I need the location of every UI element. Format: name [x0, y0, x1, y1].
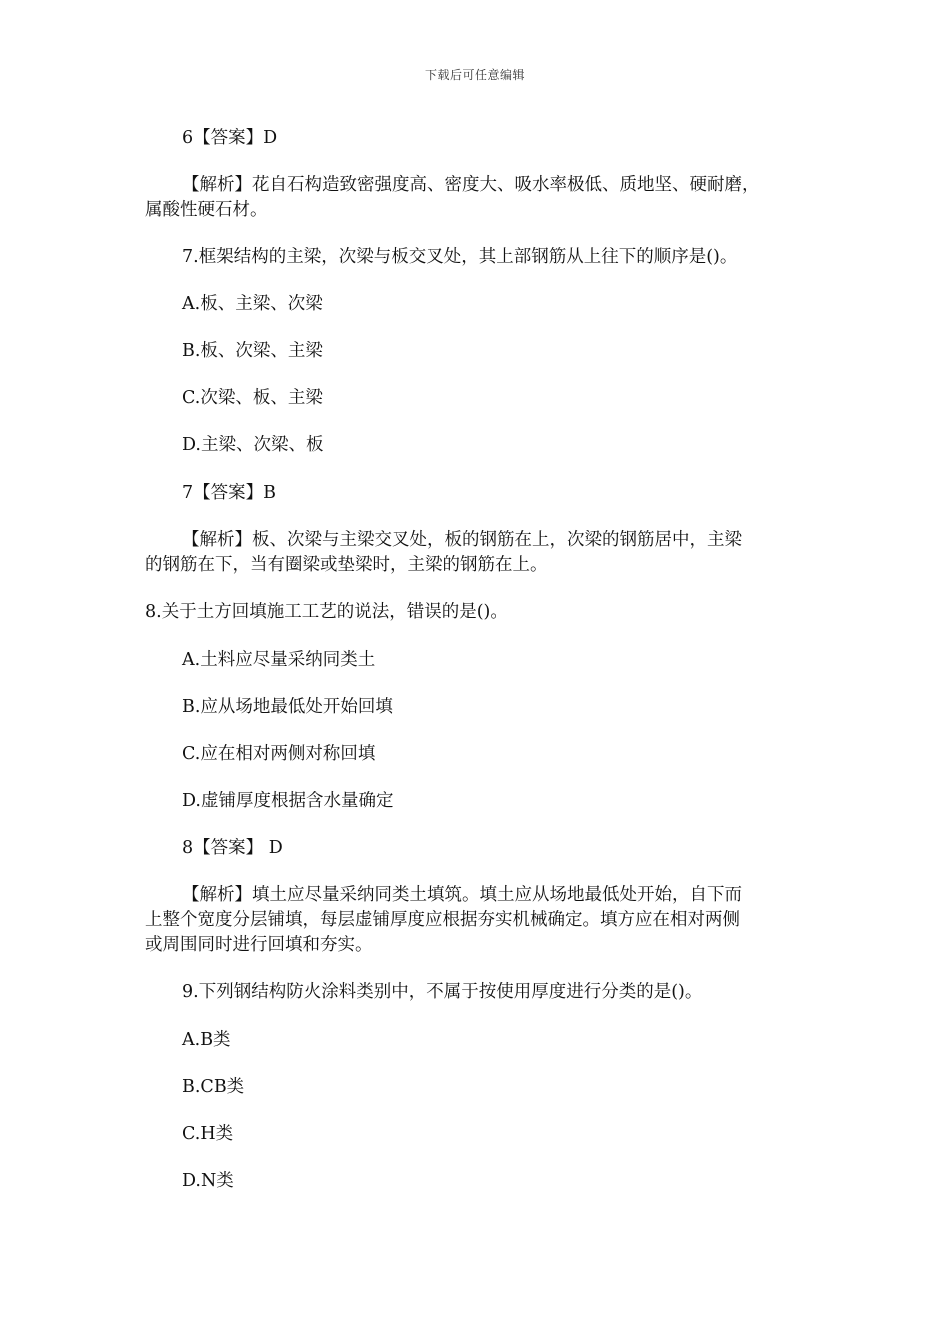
q8-option-a: A.土料应尽量采纳同类土 [182, 650, 376, 670]
q9-option-c: C.H类 [182, 1124, 234, 1144]
q7-option-c: C.次梁、板、主梁 [182, 388, 323, 408]
q8-option-c: C.应在相对两侧对称回填 [182, 744, 376, 764]
q6-answer: 6【答案】D [182, 128, 278, 148]
q9-question: 9.下列钢结构防火涂料类别中，不属于按使用厚度进行分类的是()。 [182, 982, 703, 1002]
q8-answer: 8【答案】 D [182, 838, 283, 858]
q7-option-a: A.板、主梁、次梁 [182, 294, 323, 314]
q7-answer: 7【答案】B [182, 483, 276, 503]
q8-option-d: D.虚铺厚度根据含水量确定 [182, 791, 394, 811]
q7-question: 7.框架结构的主梁，次梁与板交叉处，其上部钢筋从上往下的顺序是()。 [182, 247, 738, 267]
q7-option-d: D.主梁、次梁、板 [182, 435, 324, 455]
q9-option-d: D.N类 [182, 1171, 234, 1191]
q8-question: 8.关于土方回填施工工艺的说法，错误的是()。 [145, 602, 508, 622]
q7-analysis-line-1: 【解析】板、次梁与主梁交叉处，板的钢筋在上，次梁的钢筋居中，主梁 [182, 530, 742, 550]
q7-analysis-line-2: 的钢筋在下，当有圈梁或垫梁时，主梁的钢筋在上。 [145, 555, 548, 575]
q8-analysis-line-1: 【解析】填土应尽量采纳同类土填筑。填土应从场地最低处开始，自下而 [182, 885, 742, 905]
q9-option-a: A.B类 [182, 1030, 231, 1050]
q9-option-b: B.CB类 [182, 1077, 245, 1097]
q8-analysis-line-3: 或周围同时进行回填和夯实。 [145, 935, 373, 955]
page-header-note: 下载后可任意编辑 [424, 68, 525, 82]
q8-analysis-line-2: 上整个宽度分层铺填，每层虚铺厚度应根据夯实机械确定。填方应在相对两侧 [145, 910, 740, 930]
q8-option-b: B.应从场地最低处开始回填 [182, 697, 393, 717]
q6-analysis-line-2: 属酸性硬石材。 [145, 200, 268, 220]
q6-analysis-line-1: 【解析】花自石构造致密强度高、密度大、吸水率极低、质地坚、硬耐磨， [182, 175, 760, 195]
q7-option-b: B.板、次梁、主梁 [182, 341, 323, 361]
